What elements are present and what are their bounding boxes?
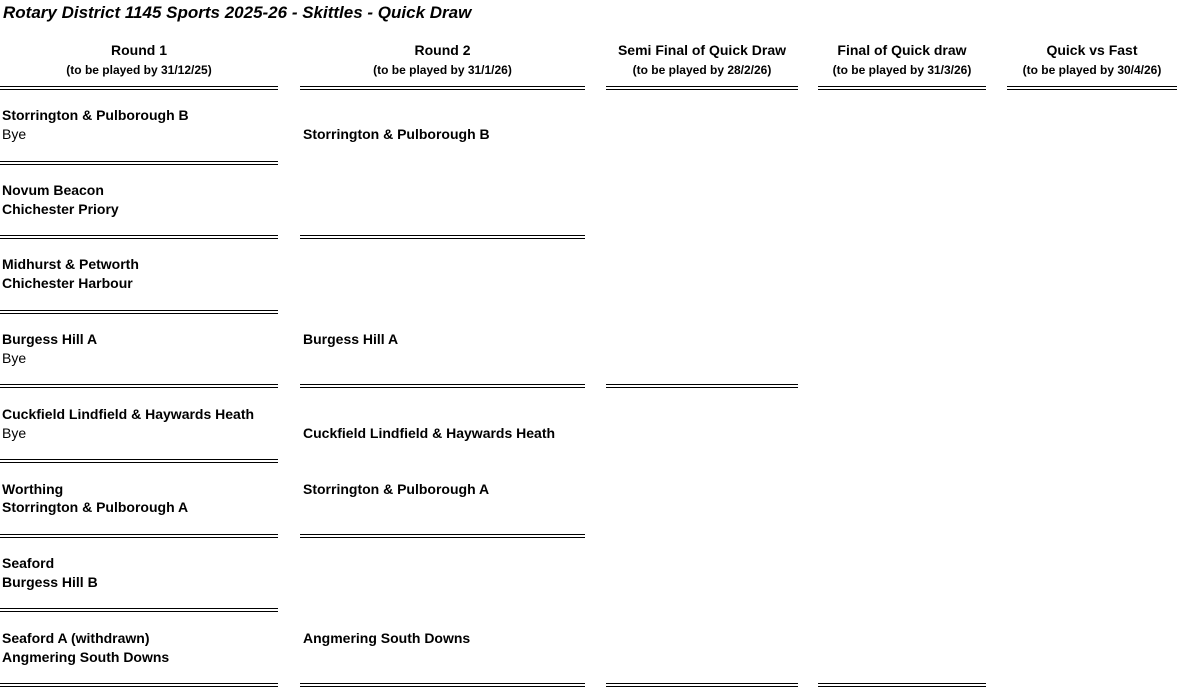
semi-final-name: Semi Final of Quick Draw [617, 42, 787, 58]
final-deadline: (to be played by 31/3/26) [832, 63, 972, 77]
r1-match-4-away: Bye [2, 350, 27, 366]
r1-match-6-home: Worthing [2, 481, 64, 497]
r1-match-7-away: Burgess Hill B [2, 574, 98, 590]
r1-match-1-away: Bye [2, 126, 27, 142]
r2-match-2-home: Burgess Hill A [303, 331, 399, 347]
match-divider [300, 384, 585, 388]
r1-match-6-away: Storrington & Pulborough A [2, 499, 189, 515]
match-divider [0, 384, 278, 388]
round-1-deadline: (to be played by 31/12/25) [66, 63, 212, 77]
quick-vs-fast-header [1007, 40, 1177, 80]
r1-match-8-home: Seaford A (withdrawn) [2, 630, 150, 646]
r1-match-1-home: Storrington & Pulborough B [2, 107, 189, 123]
final-header [818, 40, 986, 80]
page-title: Rotary District 1145 Sports 2025-26 - Skittles - Quick Draw [3, 3, 472, 22]
match-divider [300, 683, 585, 687]
r2-match-1-home: Storrington & Pulborough B [303, 126, 490, 142]
r2-match-3-away: Storrington & Pulborough A [303, 481, 490, 497]
r2-match-3-home: Cuckfield Lindfield & Haywards Heath [303, 425, 556, 441]
round-1-name: Round 1 [111, 42, 167, 58]
semi-final-header [606, 40, 798, 80]
r2-match-4-away: Angmering South Downs [303, 630, 471, 646]
match-divider [0, 608, 278, 612]
match-divider [300, 235, 585, 239]
r1-match-4-home: Burgess Hill A [2, 331, 98, 347]
match-divider [606, 683, 798, 687]
quick-vs-fast-name: Quick vs Fast [1046, 42, 1138, 58]
match-divider [0, 161, 278, 165]
match-divider [300, 534, 585, 538]
r1-match-3-home: Midhurst & Petworth [2, 256, 139, 272]
header-divider [1007, 86, 1177, 90]
round-2-header [300, 40, 585, 80]
r1-match-3-away: Chichester Harbour [2, 275, 133, 291]
round-1-header [0, 40, 278, 80]
match-divider [0, 534, 278, 538]
header-divider [606, 86, 798, 90]
r1-match-2-home: Novum Beacon [2, 182, 104, 198]
match-divider [0, 683, 278, 687]
header-divider [0, 86, 278, 90]
match-divider [818, 683, 986, 687]
r1-match-5-away: Bye [2, 425, 27, 441]
match-divider [0, 310, 278, 314]
match-divider [0, 459, 278, 463]
quick-vs-fast-deadline: (to be played by 30/4/26) [1022, 63, 1162, 77]
round-2-name: Round 2 [414, 42, 471, 58]
header-divider [300, 86, 585, 90]
match-divider [606, 384, 798, 388]
r1-match-2-away: Chichester Priory [2, 201, 119, 217]
r1-match-8-away: Angmering South Downs [2, 649, 170, 665]
r1-match-5-home: Cuckfield Lindfield & Haywards Heath [2, 406, 255, 422]
semi-final-deadline: (to be played by 28/2/26) [632, 63, 772, 77]
header-divider [818, 86, 986, 90]
round-2-deadline: (to be played by 31/1/26) [373, 63, 512, 77]
final-name: Final of Quick draw [837, 42, 967, 58]
match-divider [0, 235, 278, 239]
r1-match-7-home: Seaford [2, 555, 55, 571]
